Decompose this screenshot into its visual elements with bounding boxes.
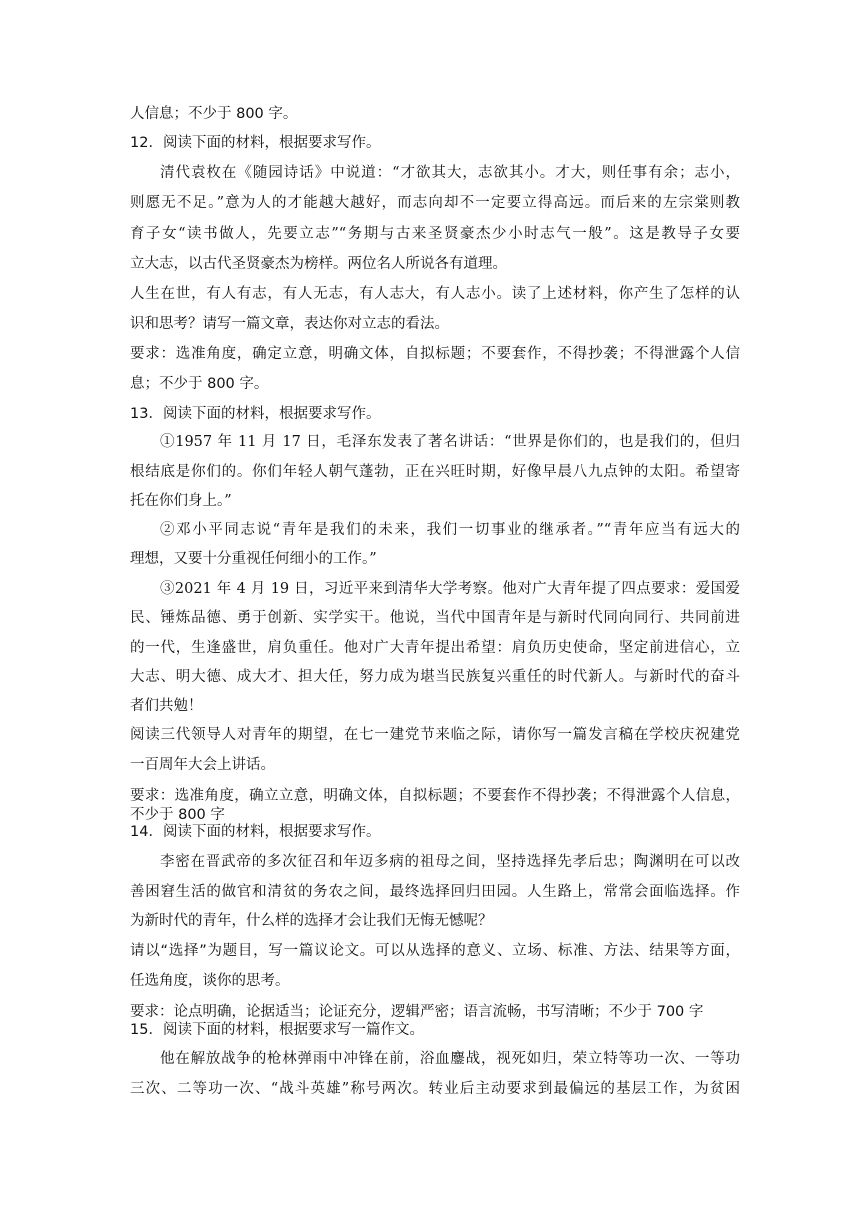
text-line: 他在解放战争的枪林弹雨中冲锋在前，浴血鏖战，视死如归，荣立特等功一次、一等功 [160, 1051, 740, 1067]
requirements-line: 息；不少于 800 字。 [130, 376, 269, 392]
requirements-line: 要求：选准角度，确立立意，明确文体，自拟标题；不要套作不得抄袭；不得泄露个人信息， [130, 788, 740, 804]
question-13-heading: 13．阅读下面的材料，根据要求写作。 [130, 406, 381, 422]
text-line: 任选角度，谈你的思考。 [130, 973, 290, 989]
question-15-heading: 15．阅读下面的材料，根据要求写一篇作文。 [130, 1022, 424, 1038]
text-line: 一百周年大会上讲话。 [130, 757, 275, 773]
text-line: 理想，又要十分重视任何细小的工作。” [130, 551, 377, 567]
text-line: 大志、明大德、成大才、担大任，努力成为堪当民族复兴重任的时代新人。与新时代的奋斗 [130, 669, 740, 685]
text-line: 为新时代的青年，什么样的选择才会让我们无悔无憾呢？ [130, 913, 493, 929]
requirements-line: 要求：选准角度，确定立意，明确文体，自拟标题；不要套作，不得抄袭；不得泄露个人信 [130, 346, 740, 362]
text-line: ②邓小平同志说“青年是我们的未来，我们一切事业的继承者。”“青年应当有远大的 [160, 522, 740, 538]
text-line: 清代袁枚在《随园诗话》中说道：“才欲其大，志欲其小。才大，则任事有余；志小， [160, 165, 740, 181]
text-line: 三次、二等功一次、“战斗英雄”称号两次。转业后主动要求到最偏远的基层工作，为贫困 [130, 1081, 740, 1097]
text-line: 则愿无不足。”意为人的才能越大越好，而志向却不一定要立得高远。而后来的左宗棠则教 [130, 195, 740, 211]
requirements-line: 不少于 800 字 [130, 807, 225, 823]
text-line: 请以“选择”为题目，写一篇议论文。可以从选择的意义、立场、标准、方法、结果等方面， [130, 943, 740, 959]
text-line: 的一代，生逢盛世，肩负重任。他对广大青年提出希望：肩负历史使命，坚定前进信心，立 [130, 640, 740, 656]
question-14-heading: 14．阅读下面的材料，根据要求写作。 [130, 824, 381, 840]
text-line: 人信息；不少于 800 字。 [130, 106, 298, 122]
text-line: 者们共勉！ [130, 698, 203, 714]
text-line: 立大志，以古代圣贤豪杰为榜样。两位名人所说各有道理。 [130, 256, 507, 272]
text-line: 阅读三代领导人对青年的期望，在七一建党节来临之际，请你写一篇发言稿在学校庆祝建党 [130, 727, 740, 743]
text-line: ①1957 年 11 月 17 日，毛泽东发表了著名讲话：“世界是你们的，也是我们的，但归 [160, 434, 740, 450]
text-line: 民、锤炼品德、勇于创新、实学实干。他说，当代中国青年是与新时代同向同行、共同前进 [130, 610, 740, 626]
question-12-heading: 12．阅读下面的材料，根据要求写作。 [130, 135, 381, 151]
text-line: 育子女“读书做人，先要立志”“务期与古来圣贤豪杰少小时志气一般”。这是教导子女要 [130, 226, 740, 242]
text-line: 托在你们身上。” [130, 493, 232, 509]
requirements-line: 要求：论点明确，论据适当；论证充分，逻辑严密；语言流畅，书写清晰；不少于 700 字 [130, 1004, 704, 1020]
text-line: ③2021 年 4 月 19 日，习近平来到清华大学考察。他对广大青年提了四点要求：爱国爱 [160, 581, 740, 597]
text-line: 善困窘生活的做官和清贫的务农之间，最终选择回归田园。人生路上，常常会面临选择。作 [130, 884, 740, 900]
text-line: 识和思考？请写一篇文章，表达你对立志的看法。 [130, 316, 449, 332]
text-line: 李密在晋武帝的多次征召和年迈多病的祖母之间，坚持选择先孝后忠；陶渊明在可以改 [160, 854, 740, 870]
text-line: 人生在世，有人有志，有人无志，有人志大，有人志小。读了上述材料，你产生了怎样的认 [130, 286, 740, 302]
text-line: 根结底是你们的。你们年轻人朝气蓬勃，正在兴旺时期，好像早晨八九点钟的太阳。希望寄 [130, 464, 740, 480]
